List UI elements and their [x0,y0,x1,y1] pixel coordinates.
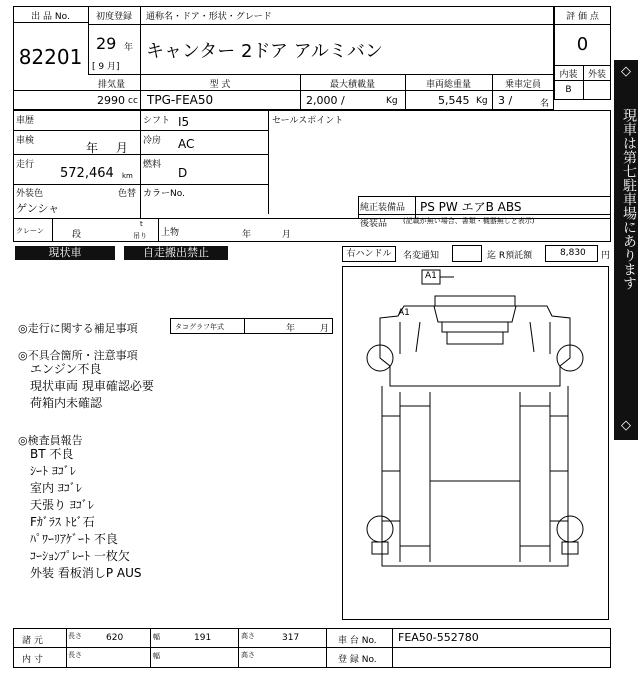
footer-table [13,628,611,668]
gross-weight-unit: Kg [476,96,488,106]
inspector-item: 天張り ﾖｺﾞﾚ [30,498,94,512]
aftermarket-note: (記載が無い場合、書類・機器無しと表示) [403,217,535,225]
name-change-label: 名変通知 [403,251,440,261]
displacement-label: 排気量 [98,80,126,90]
fuel-value: D [178,166,188,180]
tachograph-value: 年 月 [286,324,329,334]
history-label: 車歴 [16,116,35,126]
truck-diagram [342,266,609,620]
width-label: 幅 [153,633,160,641]
interior-height-label: 高さ [241,651,255,659]
mileage-value: 572,464 [60,166,114,181]
displacement: 2990 [97,94,125,107]
gross-weight-label: 車両総重量 [425,80,471,90]
fuel-label: 燃料 [143,160,162,170]
mileage-label: 走行 [16,160,35,170]
registration-no-label: 登 録 No. [338,655,377,665]
name-change-box [452,245,482,262]
model-code-label: 型 式 [209,80,231,90]
era-year: 29 [96,34,117,53]
exterior-color-label: 外装色 [16,189,44,199]
inspector-item: Fｶﾞﾗｽ ﾄﾋﾞ石 [30,515,95,529]
shift-label: シフト [143,116,171,126]
max-load-label: 最大積載量 [329,80,375,90]
chassis-no: FEA50-552780 [398,631,479,644]
interior-dimensions-label: 内 寸 [22,655,43,665]
upper-label: 上物 [161,228,180,238]
height-value: 317 [282,633,300,643]
length-label: 長さ [68,632,82,640]
equipment-label: 純正装備品 [360,203,406,213]
color-change-label: 色替 [118,189,137,199]
equipment-value: PS PW エアB ABS [420,200,522,214]
max-load-unit: Kg [386,96,398,106]
ac-label: 冷房 [143,136,162,146]
side-banner-text: 現車は第七駐車場にあります [621,108,637,290]
first-registration-label: 初度登録 [95,12,132,22]
crane-stage-unit: 段 [72,230,82,240]
steering-label: 右ハンドル [342,246,396,262]
width-value: 191 [194,633,212,643]
max-load: 2,000 / [306,94,345,107]
interior-score: B [565,85,572,95]
tachograph-label: タコグラフ年式 [175,323,224,331]
color-number-label: カラーNo. [143,189,185,199]
ac-value: AC [178,137,195,151]
inspector-title: ◎検査員報告 [18,434,83,447]
inspector-item: 室内 ﾖｺﾞﾚ [30,481,82,495]
driving-notes-title: ◎走行に関する補足事項 [18,322,138,335]
crane-label: クレーン [16,227,44,235]
defects-title: ◎不具合箇所・注意事項 [18,349,138,362]
length-value: 620 [106,633,124,643]
inspector-list [30,446,141,582]
upper-value: 年 月 [242,230,291,240]
gross-weight: 5,545 [438,94,470,107]
crane-ton-unit: t [140,220,143,228]
defects-list [30,361,154,412]
defect-item: 荷箱内未確認 [30,396,103,410]
side-banner-top-diamond: ◇ [621,64,631,79]
car-name: キャンター 2ドア アルミバン [146,41,383,62]
interior-length-label: 長さ [68,651,82,659]
displacement-unit: cc [128,96,138,106]
year-unit: 年 [124,43,134,53]
dimensions-label: 諸 元 [22,636,43,646]
capacity-label: 乗車定員 [504,80,541,90]
exterior-color: ゲンシャ [16,202,60,215]
exterior-label: 外装 [587,70,606,80]
inspector-item: ﾊﾟﾜｰﾘｱｹﾞｰﾄ 不良 [30,532,118,546]
interior-label: 内装 [559,70,578,80]
inspection-value: 年 月 [86,141,128,155]
odometer-label: 迄 R預託額 [487,251,533,261]
no-self-drive-banner: 自走搬出禁止 [124,246,228,260]
aftermarket-label: 後装品 [360,219,388,229]
side-banner-bottom-diamond: ◇ [621,418,631,433]
capacity-unit: 名 [540,99,550,109]
defect-item: 現状車両 現車確認必要 [30,379,154,393]
sales-point-label: セールスポイント [272,116,344,126]
defect-item: エンジン不良 [30,362,102,376]
model-label: 通称名・ドア・形状・グレード [146,12,272,22]
score-value: 0 [576,34,589,55]
deposit-unit: 円 [601,251,611,261]
chassis-no-label: 車 台 No. [338,636,377,646]
inspector-item: ｺｰｼｮﾝﾌﾟﾚｰﾄ 一枚欠 [30,549,130,563]
crane-hoist-label: 吊り [133,232,147,240]
capacity: 3 / [498,94,513,107]
deposit-value: 8,830 [560,248,586,258]
shift-value: I5 [178,115,190,129]
inspection-label: 車検 [16,136,35,146]
model-code: TPG-FEA50 [147,93,214,107]
inspector-item: BT 不良 [30,447,74,461]
inspector-item: ｼｰﾄ ﾖｺﾞﾚ [30,464,76,478]
registration-month: [ 9 月] [92,62,120,72]
current-vehicle-banner: 現状車 [15,246,115,260]
inspector-item: 外装 看板消しP AUS [30,566,142,580]
score-label: 評 価 点 [566,12,599,22]
damage-mark-a1-cab: A1 [398,308,410,318]
lot-no: 82201 [18,45,83,69]
height-label: 高さ [241,632,255,640]
damage-mark-a1-top: A1 [425,271,437,281]
interior-width-label: 幅 [153,652,160,660]
mileage-unit: km [122,172,133,180]
lot-no-label: 出 品 No. [31,12,70,22]
